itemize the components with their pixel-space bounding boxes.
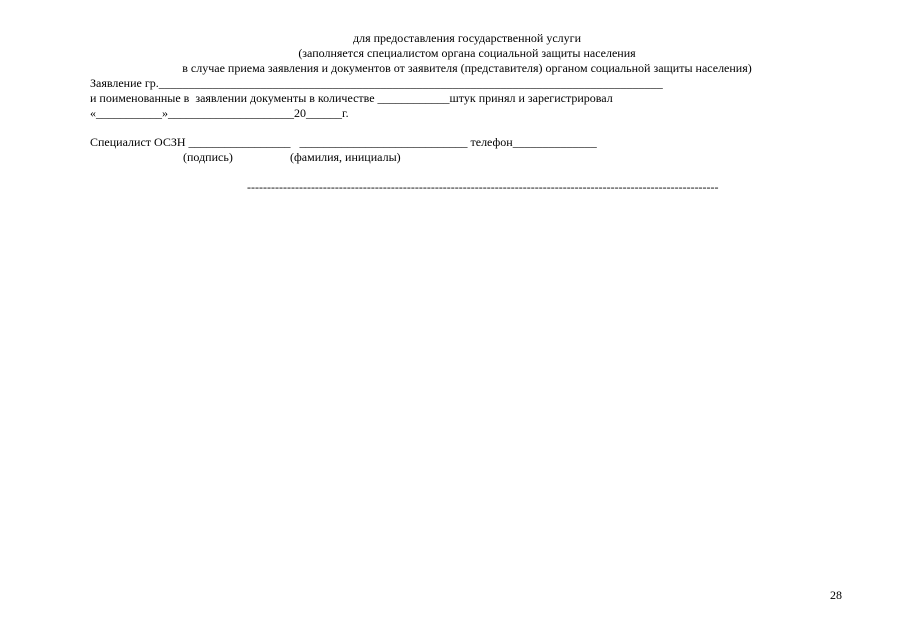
specialist-signature-line: Специалист ОСЗН _________________ ____________________________ телефон______________ <box>90 135 597 149</box>
statement-applicant-line: Заявление гр.____________________________________________________________________________________ <box>90 76 663 90</box>
signature-caption: (подпись) <box>183 150 233 164</box>
header-line-service: для предоставления государственной услуги <box>352 31 582 45</box>
documents-count-line: и поименованные в заявлении документы в количестве ____________штук принял и зарегистрировал <box>90 91 613 105</box>
header-line-reception-note: в случае приема заявления и документов от заявителя (представителя) органом социальной защиты населения) <box>182 61 752 75</box>
page-number: 28 <box>830 588 842 602</box>
name-initials-caption: (фамилия, инициалы) <box>290 150 401 164</box>
registration-date-line: «___________»_____________________20______г. <box>90 106 349 120</box>
cut-separator-line: ---------------------------------------------------------------------------------------------------------------------- <box>247 180 719 194</box>
header-line-fill-note: (заполняется специалистом органа социальной защиты населения <box>298 46 636 60</box>
